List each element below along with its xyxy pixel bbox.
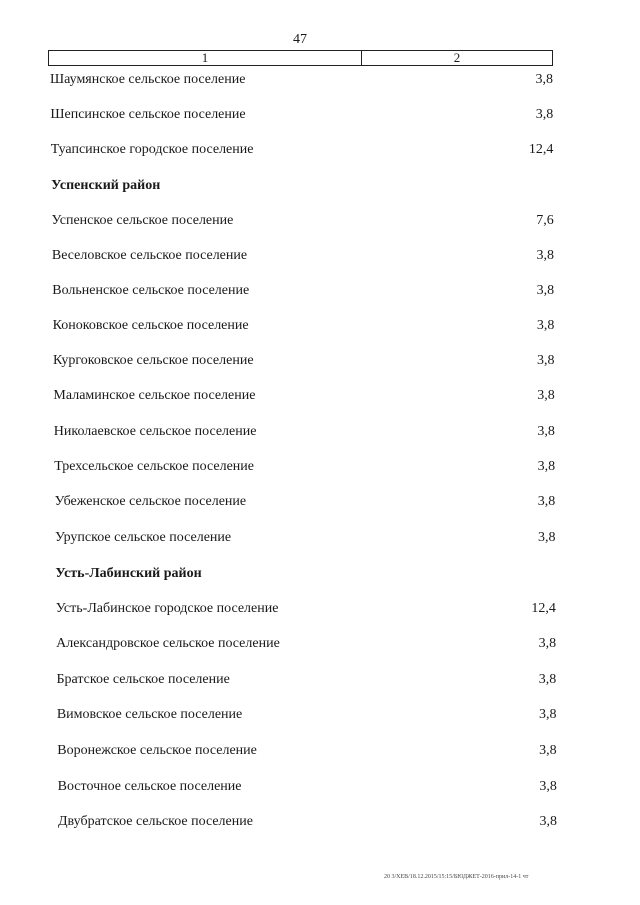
table-row	[0, 528, 640, 548]
table-header-col-2: 2	[453, 50, 461, 65]
table-row	[0, 634, 640, 654]
table-row	[0, 422, 640, 442]
settlement-value: 3,8	[538, 707, 557, 722]
settlement-name: Урупское сельское поселение	[54, 530, 232, 545]
settlement-value: 3,8	[538, 636, 557, 651]
table-row	[0, 599, 640, 619]
table-row	[0, 386, 640, 406]
settlement-value: 7,6	[536, 213, 554, 228]
district-name: Успенский район	[51, 178, 161, 193]
table-row	[0, 705, 640, 725]
settlement-name: Усть-Лабинское городское поселение	[55, 601, 279, 616]
settlement-name: Шепсинское сельское поселение	[50, 107, 246, 122]
settlement-name: Трехсельское сельское поселение	[54, 459, 254, 474]
page-number: 47	[293, 32, 307, 47]
table-row	[0, 140, 640, 160]
settlement-name: Кургоковское сельское поселение	[53, 353, 254, 368]
settlement-value: 3,8	[538, 672, 557, 687]
table-row	[0, 492, 640, 512]
district-heading	[0, 564, 640, 584]
table-row	[0, 457, 640, 477]
settlement-value: 12,4	[528, 142, 554, 157]
settlement-name: Коноковское сельское поселение	[52, 318, 249, 333]
settlement-name: Двубратское сельское поселение	[58, 814, 253, 829]
settlement-value: 3,8	[539, 779, 557, 794]
table-row	[0, 211, 640, 231]
settlement-name: Восточное сельское поселение	[57, 779, 242, 794]
settlement-value: 3,8	[537, 530, 556, 545]
settlement-value: 3,8	[539, 743, 557, 758]
settlement-value: 3,8	[537, 494, 556, 509]
settlement-name: Туапсинское городское поселение	[50, 142, 254, 157]
settlement-name: Воронежское сельское поселение	[57, 743, 257, 758]
table-row	[0, 777, 640, 797]
table-row	[0, 741, 640, 761]
footer-filename: 20 3/ХЕВ/18.12.2015/15:15/БЮДЖЕТ-2016-прил-14-1 чт	[384, 874, 529, 880]
settlement-name: Вимовское сельское поселение	[56, 707, 243, 722]
settlement-name: Веселовское сельское поселение	[51, 248, 248, 263]
settlement-value: 3,8	[539, 814, 557, 829]
settlement-value: 3,8	[537, 388, 555, 403]
settlement-value: 3,8	[536, 318, 555, 333]
table-row	[0, 316, 640, 336]
settlement-value: 3,8	[537, 459, 556, 474]
settlement-name: Вольненское сельское поселение	[52, 283, 250, 298]
table-header-col-1: 1	[49, 51, 362, 65]
settlement-name: Братское сельское поселение	[56, 672, 230, 687]
settlement-value: 3,8	[536, 248, 554, 263]
settlement-name: Маламинское сельское поселение	[53, 388, 256, 403]
table-row	[0, 670, 640, 690]
settlement-name: Александровское сельское поселение	[56, 636, 280, 651]
settlement-value: 3,8	[536, 283, 555, 298]
settlement-value: 3,8	[535, 107, 554, 122]
table-row	[0, 281, 640, 301]
table-row	[0, 246, 640, 266]
settlement-value: 3,8	[537, 353, 555, 368]
settlement-name: Успенское сельское поселение	[51, 213, 234, 228]
table-row	[0, 105, 640, 125]
settlement-value: 3,8	[535, 72, 553, 87]
settlement-name: Убеженское сельское поселение	[54, 494, 247, 509]
district-name: Усть-Лабинский район	[55, 566, 202, 581]
district-heading	[0, 176, 640, 196]
settlement-value: 3,8	[537, 424, 555, 439]
settlement-name: Николаевское сельское поселение	[53, 424, 257, 439]
settlement-value: 12,4	[531, 601, 556, 616]
table-row	[0, 812, 640, 832]
settlement-name: Шаумянское сельское поселение	[50, 72, 246, 87]
table-row	[0, 351, 640, 371]
table-row	[0, 70, 640, 90]
